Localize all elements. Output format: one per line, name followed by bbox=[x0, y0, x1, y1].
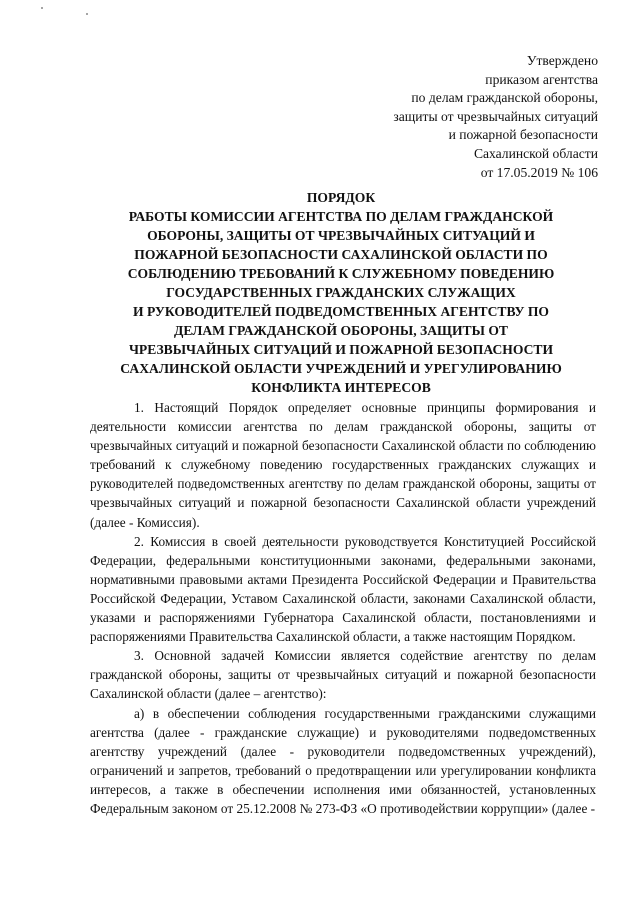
paragraph-3a: а) в обеспечении соблюдения государственными гражданскими служащими агентства (далее - гражданские служащие) и руководителями подведомственных агентству учреждений (далее - руководители подведомственных учреждений), ограничений и запретов, требований о предотвращении или урегулировании конфликта интересов, а также в обеспечении исполнения ими обязанностей, установленных Федеральным законом от 25.12.2008 № 273-ФЗ «О противодействии коррупции» (далее - bbox=[90, 705, 596, 816]
title-line: КОНФЛИКТА ИНТЕРЕСОВ bbox=[251, 380, 431, 395]
approval-date-number: от 17.05.2019 № 106 bbox=[480, 164, 598, 180]
document-title bbox=[90, 188, 592, 397]
approval-line: защиты от чрезвычайных ситуаций bbox=[393, 108, 598, 124]
paragraph-2: 2. Комиссия в своей деятельности руководствуется Конституцией Российской Федерации, федеральными конституционными законами, федеральными законами, нормативными правовыми актами Президента Российской Федерации и Правительства Российской Федерации, Уставом Сахалинской области, законами Сахалинской области, указами и распоряжениями Губернатора Сахалинской области, постановлениями и распоряжениями Правительства Сахалинской области, а также настоящим Порядком. bbox=[90, 533, 596, 645]
title-line: ЧРЕЗВЫЧАЙНЫХ СИТУАЦИЙ И ПОЖАРНОЙ БЕЗОПАСНОСТИ bbox=[128, 342, 554, 357]
approval-block bbox=[393, 52, 598, 182]
title-line: ДЕЛАМ ГРАЖДАНСКОЙ ОБОРОНЫ, ЗАЩИТЫ ОТ bbox=[173, 323, 508, 338]
title-line: РАБОТЫ КОМИССИИ АГЕНТСТВА ПО ДЕЛАМ ГРАЖДАНСКОЙ bbox=[128, 209, 554, 224]
title-line: ПОРЯДОК bbox=[306, 190, 376, 205]
approval-line: Сахалинской области bbox=[473, 145, 598, 161]
title-line: ОБОРОНЫ, ЗАЩИТЫ ОТ ЧРЕЗВЫЧАЙНЫХ СИТУАЦИЙ И bbox=[147, 228, 535, 243]
paragraph-3: 3. Основной задачей Комиссии является содействие агентству по делам гражданской обороны, защиты от чрезвычайных ситуаций и пожарной безопасности Сахалинской области (далее – агентство): bbox=[90, 648, 596, 702]
scan-speck bbox=[86, 13, 88, 15]
document-body bbox=[90, 398, 596, 818]
approval-line: Утверждено bbox=[526, 53, 598, 68]
title-line: САХАЛИНСКОЙ ОБЛАСТИ УЧРЕЖДЕНИЙ И УРЕГУЛИРОВАНИЮ bbox=[120, 361, 562, 376]
approval-line: по делам гражданской обороны, bbox=[411, 90, 598, 106]
approval-line: и пожарной безопасности bbox=[448, 127, 598, 143]
title-line: СОБЛЮДЕНИЮ ТРЕБОВАНИЙ К СЛУЖЕБНОМУ ПОВЕДЕНИЮ bbox=[127, 266, 555, 281]
title-line: ГОСУДАРСТВЕННЫХ ГРАЖДАНСКИХ СЛУЖАЩИХ bbox=[166, 285, 516, 300]
paragraph-1: 1. Настоящий Порядок определяет основные принципы формирования и деятельности комиссии агентства по делам гражданской обороны, защиты от чрезвычайных ситуаций и пожарной безопасности Сахалинской области по соблюдению требований к служебному поведению государственных гражданских служащих и руководителей подведомственных агентству по делам гражданской обороны, защиты от чрезвычайных ситуаций и пожарной безопасности Сахалинской области учреждений (далее - Комиссия). bbox=[90, 400, 596, 530]
scan-speck bbox=[41, 7, 43, 9]
title-line: ПОЖАРНОЙ БЕЗОПАСНОСТИ САХАЛИНСКОЙ ОБЛАСТИ ПО bbox=[134, 247, 548, 262]
approval-line: приказом агентства bbox=[485, 71, 598, 87]
title-line: И РУКОВОДИТЕЛЕЙ ПОДВЕДОМСТВЕННЫХ АГЕНТСТВУ ПО bbox=[132, 304, 549, 319]
